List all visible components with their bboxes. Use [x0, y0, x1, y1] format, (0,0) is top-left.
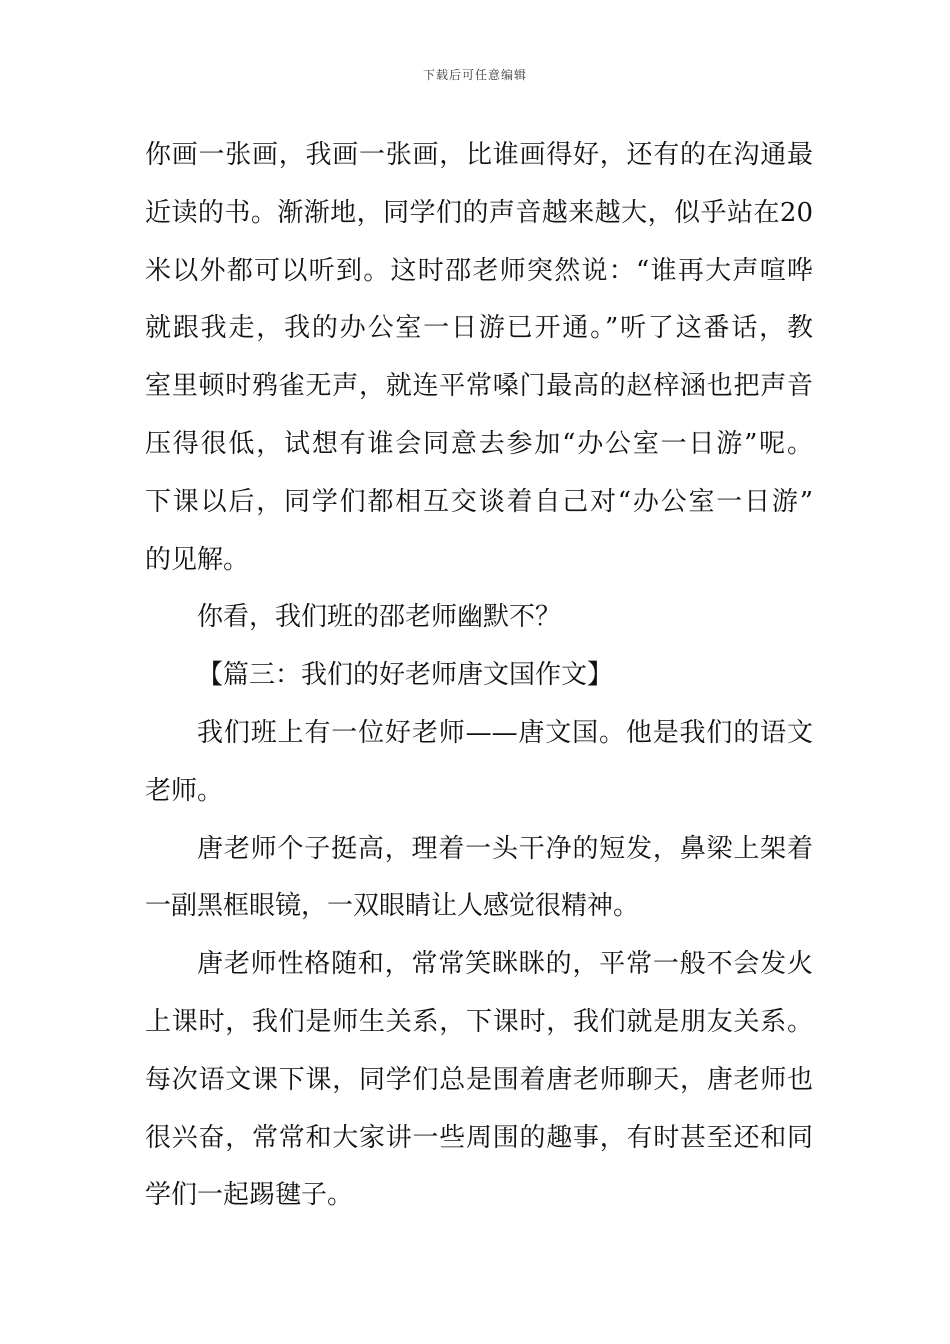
text-line: 唐老师个子挺高，理着一头干净的短发，鼻梁上架着 [197, 833, 813, 864]
text-line: 我们班上有一位好老师——唐文国。他是我们的语文 [197, 717, 813, 748]
text-line: 每次语文课下课，同学们总是围着唐老师聊天，唐老师也 [145, 1064, 813, 1095]
document-body [145, 127, 813, 1225]
text-line: 室里顿时鸦雀无声，就连平常嗓门最高的赵梓涵也把声音 [145, 371, 813, 402]
section-heading: 【篇三：我们的好老师唐文国作文】 [197, 660, 614, 691]
page-header: 下载后可任意编辑 [422, 68, 527, 82]
text-line: 米以外都可以听到。这时邵老师突然说：“谁再大声喧哗 [145, 255, 813, 286]
text-line: 老师。 [145, 775, 224, 806]
text-line: 唐老师性格随和，常常笑眯眯的，平常一般不会发火 [197, 949, 813, 980]
text-line: 下课以后，同学们都相互交谈着自己对“办公室一日游” [145, 486, 813, 517]
text-line: 学们一起踢毽子。 [145, 1180, 354, 1211]
text-line: 一副黑框眼镜，一双眼睛让人感觉很精神。 [145, 891, 640, 922]
text-line: 很兴奋，常常和大家讲一些周围的趣事，有时甚至还和同 [145, 1122, 813, 1153]
text-line: 压得很低，试想有谁会同意去参加“办公室一日游”呢。 [145, 428, 813, 459]
text-line: 近读的书。渐渐地，同学们的声音越来越大，似乎站在20 [145, 197, 813, 228]
text-line: 上课时，我们是师生关系，下课时，我们就是朋友关系。 [145, 1006, 813, 1037]
text-line: 你看，我们班的邵老师幽默不？ [197, 602, 562, 633]
text-line: 你画一张画，我画一张画，比谁画得好，还有的在沟通最 [145, 140, 813, 170]
text-line: 就跟我走，我的办公室一日游已开通。”听了这番话，教 [145, 313, 813, 344]
text-line: 的见解。 [145, 544, 250, 575]
